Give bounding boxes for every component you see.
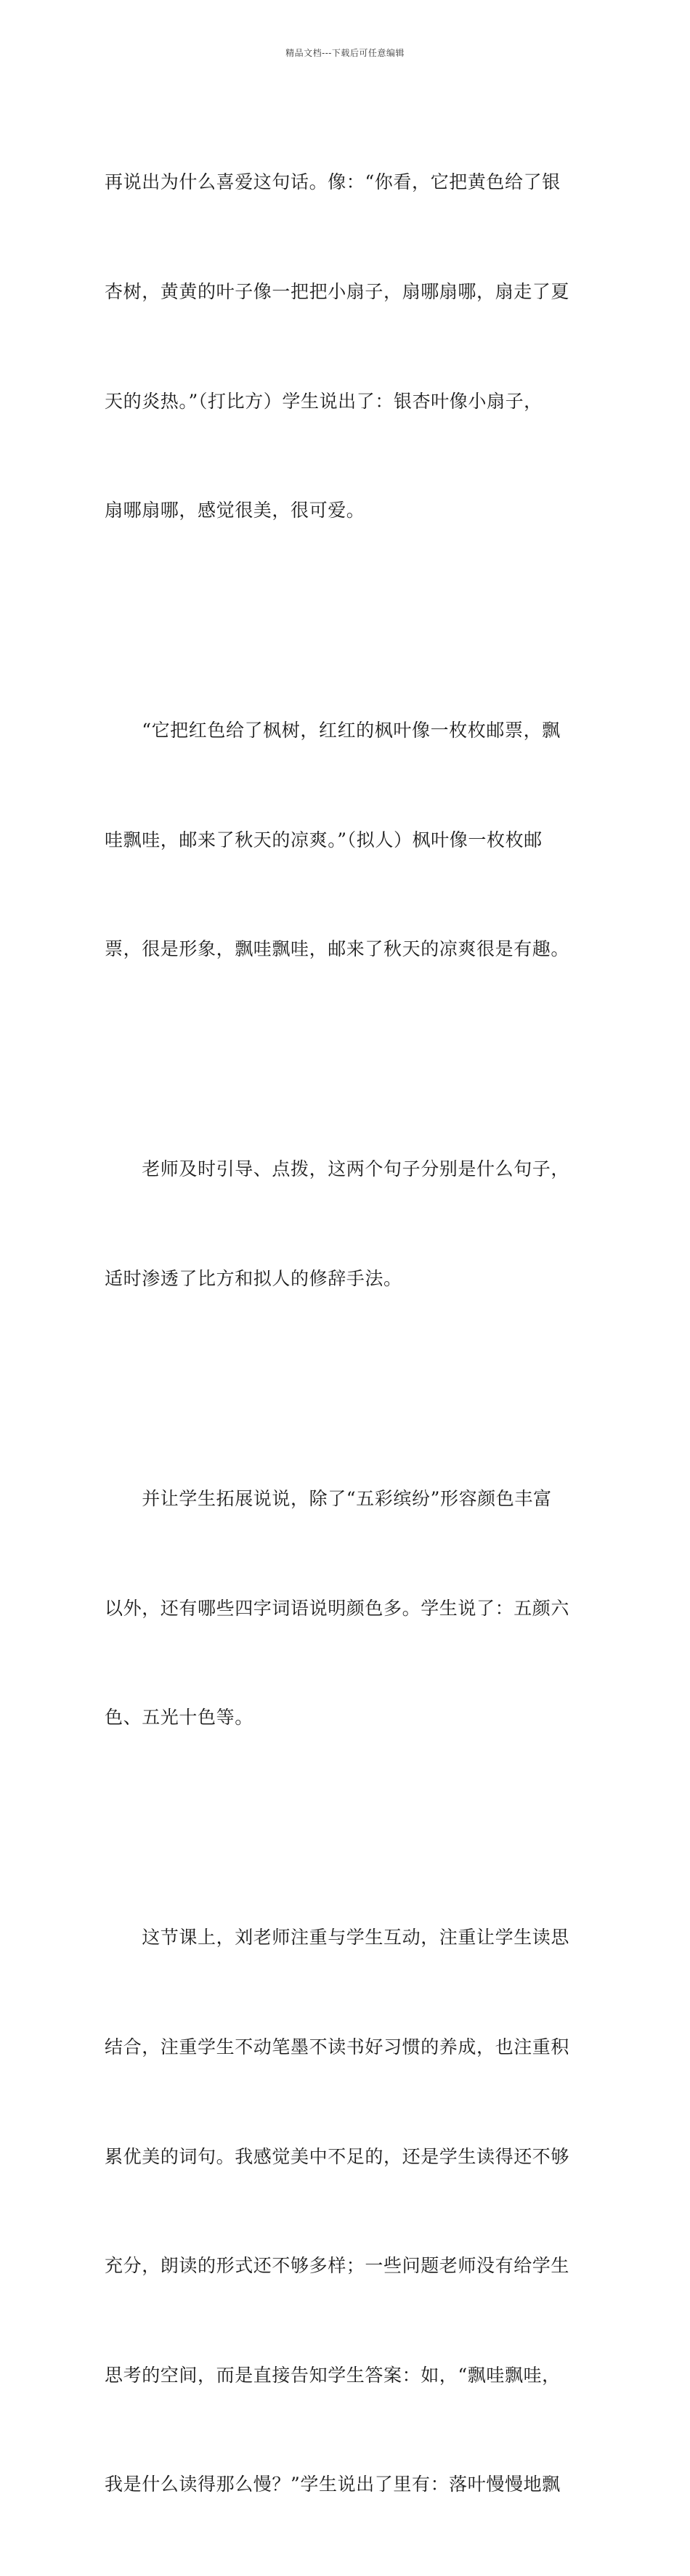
text-line: 以外，还有哪些四字词语说明颜色多。学生说了：五颜六: [105, 1597, 570, 1619]
text-line: 票，很是形象，飘哇飘哇，邮来了秋天的凉爽很是有趣。: [105, 938, 570, 960]
paragraph-gap: [105, 1809, 587, 1847]
paragraph-gap: [105, 602, 587, 640]
text-line: 思考的空间，而是直接告知学生答案：如，“飘哇飘哇，: [105, 2364, 561, 2386]
text-line: 天的炎热。”（打比方）学生说出了：银杏叶像小扇子，: [105, 390, 543, 412]
text-line: 扇哪扇哪，感觉很美，很可爱。: [105, 500, 365, 521]
text-line: 哇飘哇，邮来了秋天的凉爽。”（拟人）枫叶像一枚枚邮: [105, 829, 543, 850]
document-body: [105, 92, 587, 2576]
text-line: 充分，朗读的形式还不够多样；一些问题老师没有给学生: [105, 2255, 570, 2277]
text-line: 结合，注重学生不动笔墨不读书好习惯的养成，也注重积: [105, 2036, 570, 2057]
text-line: 再说出为什么喜爱这句话。像：“你看，它把黄色给了银: [105, 171, 561, 193]
paragraph-2: [105, 640, 587, 1041]
paragraph-gap: [105, 1370, 587, 1408]
text-line: 我是什么读得那么慢？”学生说出了里有：落叶慢慢地飘: [105, 2474, 561, 2495]
text-line: 累优美的词句。我感觉美中不足的，还是学生读得还不够: [105, 2145, 570, 2167]
text-line: 老师及时引导、点拨，这两个句子分别是什么句子，: [105, 1158, 570, 1180]
paragraph-gap: [105, 1041, 587, 1078]
text-line: 并让学生拓展说说，除了“五彩缤纷”形容颜色丰富: [105, 1488, 552, 1510]
paragraph-1: [105, 92, 587, 602]
paragraph-4: [105, 1408, 587, 1809]
text-line: 色、五光十色等。: [105, 1707, 253, 1728]
text-line: 这节课上，刘老师注重与学生互动，注重让学生读思: [105, 1927, 570, 1949]
paragraph-5: [105, 1847, 587, 2576]
text-line: 适时渗透了比方和拟人的修辞手法。: [105, 1268, 402, 1290]
text-line: “它把红色给了枫树，红红的枫叶像一枚枚邮票，飘: [105, 720, 561, 741]
text-line: 杏树，黄黄的叶子像一把把小扇子，扇哪扇哪，扇走了夏: [105, 281, 570, 303]
paragraph-3: [105, 1078, 587, 1370]
page-header: 精品文档---下载后可任意编辑: [285, 48, 405, 58]
